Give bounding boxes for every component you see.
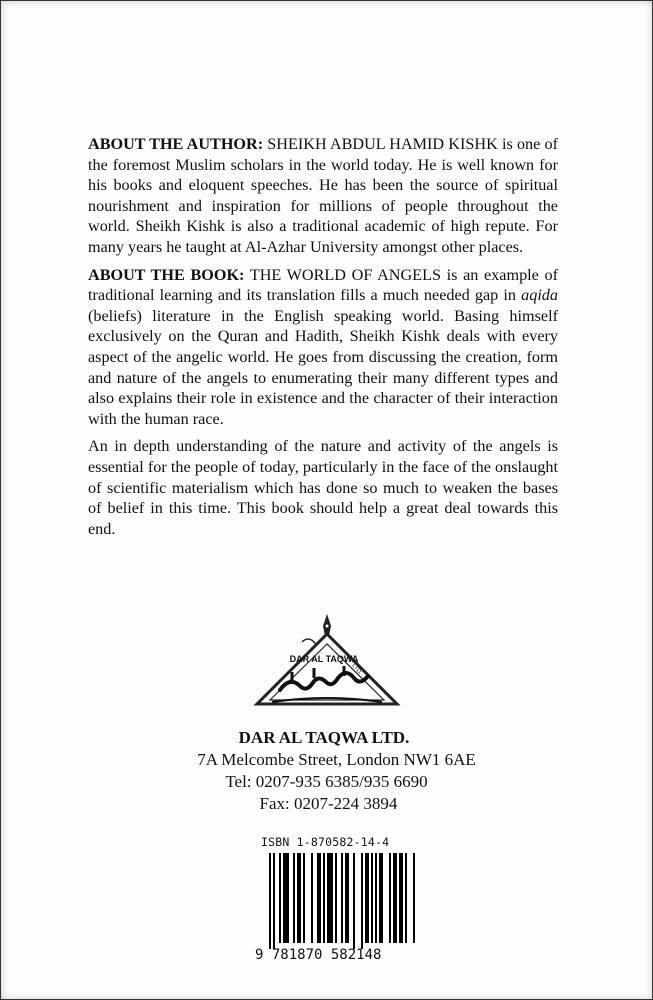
publisher-fax: Fax: 0207-224 3894 [259, 794, 398, 813]
publisher-address: 7A Melcombe Street, London NW1 6AE [197, 750, 476, 769]
ean-number: 9 781870 582148 [255, 947, 382, 963]
about-book-label: ABOUT THE BOOK: [88, 265, 245, 284]
closing-paragraph: An in depth understanding of the nature and activity of the angels is essential for the people of today, particularly in the face of the onslaught of scientific materialism which has done so much to weaken the bases of belief in this time. This book should help a great deal towards this end. [88, 437, 558, 538]
barcode-bar [353, 853, 355, 949]
barcode-bar [297, 853, 301, 943]
about-author-label: ABOUT THE AUTHOR: [88, 135, 264, 153]
logo-ltd: LTD. [350, 662, 364, 677]
about-author-paragraph [88, 134, 558, 258]
isbn-number: ISBN 1-870582-14-4 [261, 835, 390, 849]
publisher-telephone: Tel: 0207-935 6385/935 6690 [225, 772, 428, 791]
barcode-bars [255, 853, 415, 949]
publisher-logo [252, 612, 402, 712]
barcode-bar [393, 853, 397, 943]
barcode-bar [371, 853, 373, 943]
barcode-bar [293, 853, 295, 943]
publisher-name: DAR AL TAQWA LTD. [238, 728, 410, 747]
barcode-bar [375, 853, 377, 943]
barcode-bar [311, 853, 313, 943]
barcode-bar [341, 853, 343, 943]
barcode-bar [405, 853, 407, 943]
publisher-block [0, 727, 653, 815]
barcode-bar [399, 853, 403, 943]
barcode-bar [379, 853, 383, 943]
barcode-bar [345, 853, 349, 943]
barcode-bar [389, 853, 391, 943]
about-book-paragraph [88, 265, 558, 430]
publisher-logo-graphic [252, 612, 402, 712]
barcode-bar [327, 853, 333, 943]
barcode-bar [273, 853, 275, 949]
isbn-barcode [255, 835, 415, 975]
about-author-text: SHEIKH ABDUL HAMID KISHK is one of the foremost Muslim scholars in the world today. He is well known for his books and eloquent speeches. He has been the source of spiritual nourishment and inspiration for millions of people throughout the world. Sheikh Kishk is also a traditional academic of high repute. For many years he taught at Al-Azhar University amongst other places. [88, 135, 558, 256]
barcode-bar [283, 853, 289, 943]
aqida-word: aqida [521, 286, 558, 305]
barcode-bar [269, 853, 271, 949]
barcode-bar [335, 853, 337, 943]
about-book-text-1: THE WORLD OF ANGELS is an example of traditional learning and its translation fills a much needed gap in [88, 265, 558, 305]
about-book-text-2: (beliefs) literature in the English speaking world. Basing himself exclusively on the Quran and Hadith, Sheikh Kishk deals with every aspect of the angelic world. He goes from discussing the creation, form and nature of the angels to enumerating their many different types and also explains their role in existence and the character of their interaction with the human race. [88, 306, 558, 428]
barcode-bar [323, 853, 325, 943]
barcode-bar [361, 853, 363, 949]
logo-text: DAR AL TAQWA [289, 654, 359, 664]
barcode-bar [317, 853, 321, 943]
barcode-bar [279, 853, 281, 943]
back-cover-text [88, 134, 558, 546]
barcode-bar [413, 853, 415, 943]
barcode-bar [303, 853, 305, 943]
barcode-bar [365, 853, 369, 943]
